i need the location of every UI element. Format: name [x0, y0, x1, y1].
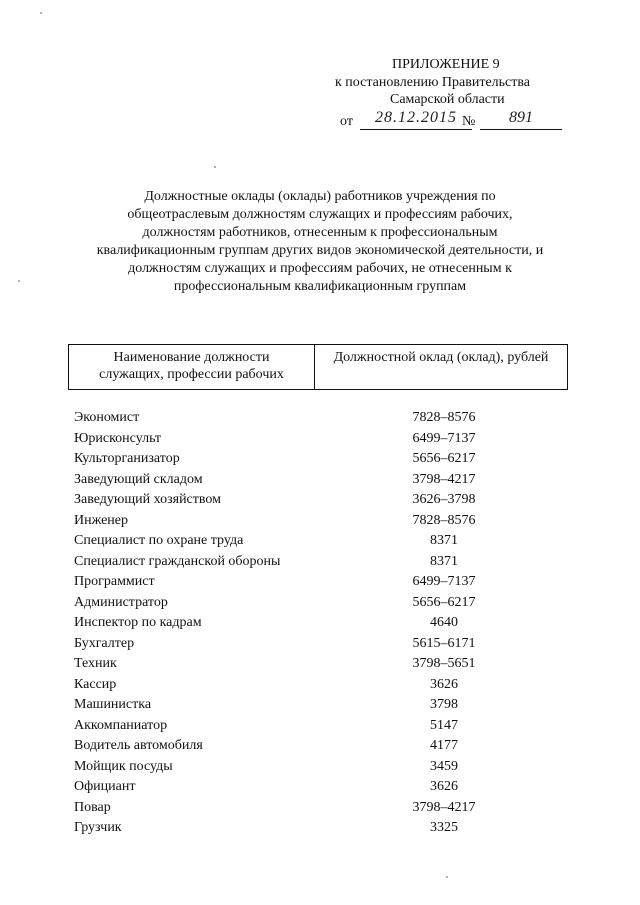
scan-speck: [446, 876, 448, 878]
salary-table-body: [74, 408, 574, 839]
appendix-number: ПРИЛОЖЕНИЕ 9: [392, 57, 500, 72]
position-name: Культорганизатор: [74, 451, 180, 466]
salary-value: 3325: [430, 820, 458, 835]
scan-speck: [214, 166, 216, 168]
position-name: Заведующий хозяйством: [74, 492, 221, 507]
salary-value: 5615–6171: [412, 635, 476, 651]
position-name: Администратор: [74, 594, 168, 610]
salary-value: 4640: [430, 615, 458, 630]
position-name: Официант: [74, 779, 136, 794]
salary-value: 3798–4217: [412, 799, 476, 815]
salary-value: 3798–4217: [412, 471, 476, 487]
salary-value: 3626: [430, 779, 458, 794]
position-name: Программист: [74, 574, 155, 589]
table-row: [74, 757, 574, 778]
position-column-header: [69, 345, 315, 389]
position-name: Техник: [74, 656, 117, 671]
scan-speck: [40, 12, 42, 14]
position-name: Грузчик: [74, 820, 122, 835]
salary-value: 8371: [430, 533, 458, 548]
table-row: [74, 490, 574, 511]
position-name: Кассир: [74, 676, 117, 692]
table-header: [68, 344, 568, 390]
table-row: [74, 818, 574, 839]
handwritten-number: 891: [480, 109, 562, 130]
title-line: Должностные оклады (оклады) работников учреждения по: [144, 189, 496, 204]
table-row: [74, 654, 574, 675]
position-name: Экономист: [74, 410, 140, 425]
table-row: [74, 449, 574, 470]
salary-value: 5656–6217: [412, 451, 476, 466]
salary-value: 7828–8576: [412, 512, 476, 528]
table-row: [74, 716, 574, 737]
position-name: Бухгалтер: [74, 635, 135, 651]
position-name: Повар: [74, 799, 111, 815]
table-row: [74, 408, 574, 429]
table-row: [74, 593, 574, 614]
document-title: [60, 188, 580, 296]
table-row: [74, 429, 574, 450]
position-name: Специалист по охране труда: [74, 533, 244, 548]
title-line: должностям работников, отнесенным к профессиональным: [142, 225, 498, 240]
title-line: должностям служащих и профессиям рабочих, не отнесенным к: [128, 261, 512, 276]
number-prefix: №: [462, 113, 476, 129]
title-line: общеотраслевым должностям служащих и профессиям рабочих,: [127, 207, 513, 222]
title-line: квалификационным группам других видов экономической деятельности, и: [96, 243, 544, 258]
table-row: [74, 695, 574, 716]
salary-value: 3798: [430, 697, 458, 712]
date-number-line: [330, 108, 570, 133]
resolution-reference: к постановлению Правительства: [335, 74, 531, 90]
table-row: [74, 511, 574, 532]
scan-speck: [18, 280, 20, 282]
table-row: [74, 613, 574, 634]
table-row: [74, 634, 574, 655]
position-header-line: Наименование должности: [113, 350, 270, 365]
position-name: Заведующий складом: [74, 471, 203, 487]
appendix-header: [330, 56, 570, 133]
table-row: [74, 675, 574, 696]
title-line: профессиональным квалификационным группам: [173, 279, 467, 294]
salary-value: 6499–7137: [412, 430, 476, 446]
salary-value: 7828–8576: [412, 410, 476, 425]
salary-value: 5147: [430, 717, 458, 733]
salary-value: 6499–7137: [412, 574, 476, 589]
salary-value: 3626–3798: [412, 492, 476, 507]
table-row: [74, 777, 574, 798]
salary-value: 3459: [430, 758, 458, 774]
position-header-line: служащих, профессии рабочих: [99, 367, 284, 382]
salary-value: 4177: [430, 738, 458, 753]
table-row: [74, 736, 574, 757]
position-name: Юрисконсульт: [74, 430, 162, 446]
position-name: Машинистка: [74, 697, 152, 712]
position-name: Мойщик посуды: [74, 758, 173, 774]
table-row: [74, 531, 574, 552]
position-name: Инженер: [74, 512, 129, 528]
table-row: [74, 552, 574, 573]
salary-value: 5656–6217: [412, 594, 476, 610]
salary-column-header: Должностной оклад (оклад), рублей: [333, 350, 549, 365]
salary-value: 3798–5651: [412, 656, 476, 671]
salary-value: 3626: [430, 676, 458, 692]
table-row: [74, 470, 574, 491]
table-row: [74, 798, 574, 819]
table-row: [74, 572, 574, 593]
position-name: Водитель автомобиля: [74, 738, 203, 753]
position-name: Инспектор по кадрам: [74, 615, 202, 630]
position-name: Специалист гражданской обороны: [74, 553, 281, 569]
salary-value: 8371: [430, 553, 458, 569]
region-name: Самарской области: [390, 92, 505, 107]
position-name: Аккомпаниатор: [74, 717, 168, 733]
handwritten-date: 28.12.2015: [360, 109, 472, 130]
date-prefix: от: [340, 113, 353, 129]
